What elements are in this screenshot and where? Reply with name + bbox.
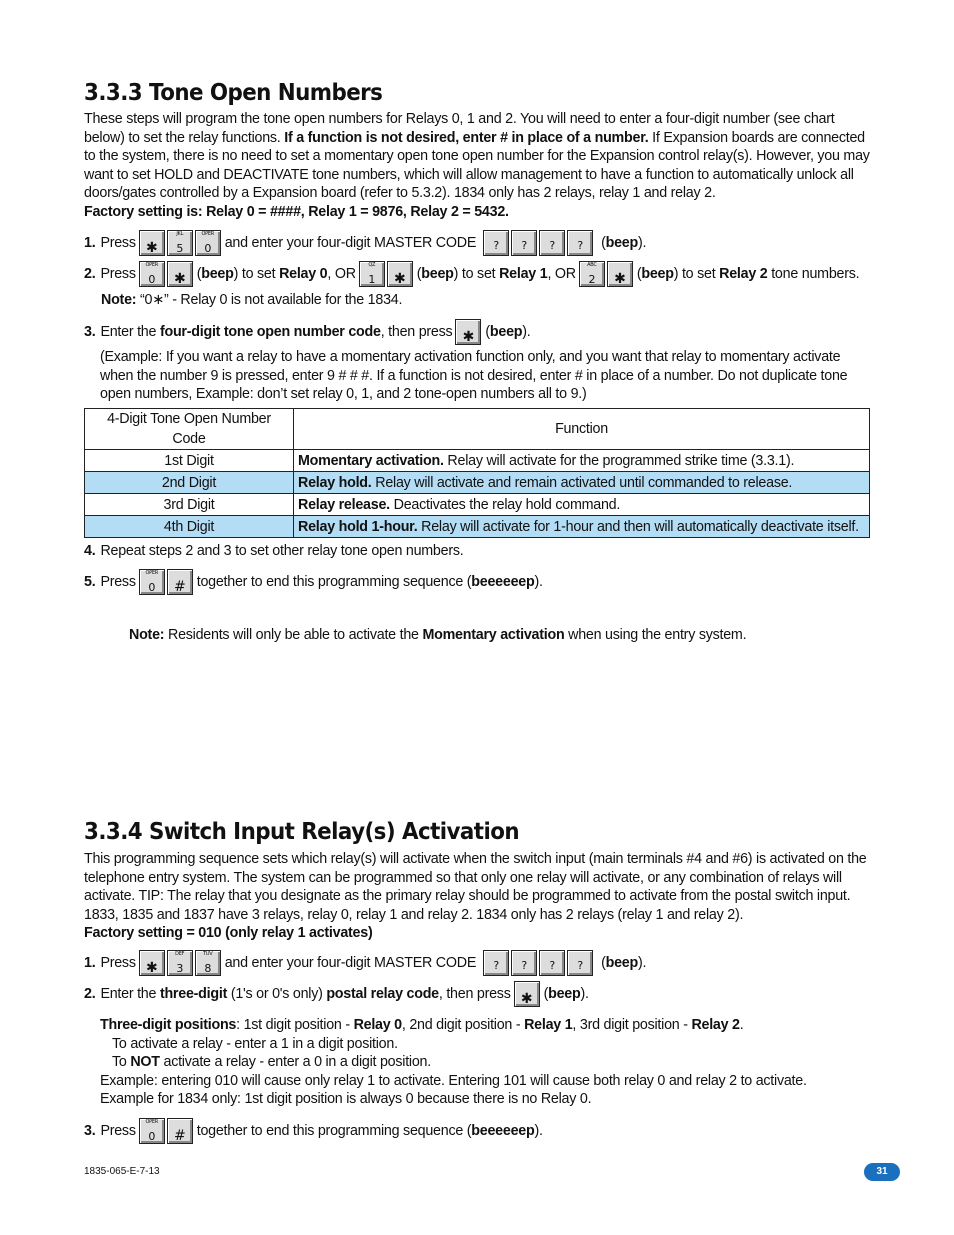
positions-block: Three-digit positions: 1st digit position - Relay 0, 2nd digit position - Relay 1, 3rd digit position - Relay 2. To activate a relay - enter a 1 in a digit position. To NOT activate a relay - enter a 0 in a digit position. Example: entering 010 will cause only relay 1 to activate. Entering 101 will cause both relay 0 and relay 2 to activate. Example for 1834 only: 1st digit position is always 0 because there is no Relay 0. — [100, 1017, 807, 1108]
key-1-icon: QZ 1 — [359, 261, 385, 287]
hash-key-icon: # — [167, 1118, 193, 1144]
step-number: 2. — [84, 266, 96, 282]
star-key-icon: ✱ — [139, 230, 165, 256]
any-key-icon: ? — [511, 950, 537, 976]
tone-code-table — [84, 408, 870, 538]
star-key-icon: ✱ — [167, 261, 193, 287]
any-key-icon: ? — [511, 230, 537, 256]
factory-setting-2: Factory setting = 010 (only relay 1 activates) — [84, 925, 373, 942]
step-number: 1. — [84, 235, 96, 251]
key-0-icon: OPER 0 — [139, 1118, 165, 1144]
step-1-b: 1. Press ✱ DEF 3 TUV 8 and enter your four-digit MASTER CODE ? ? ? ? (beep). — [84, 951, 647, 976]
key-0-icon: OPER 0 — [139, 261, 165, 287]
intro-bold: If a function is not desired, enter # in place of a number. — [284, 129, 649, 146]
intro-text-2: If Expansion boards are connected to the system, there is no need to set a momentary open tone open number for the Expansion control relay(s). However, you may want to set HOLD and DEACTIVATE tone numbers, which will allow management to have a function to automatically unlock all doors/gates controlled by a Expansion board (refer to 5.3.2). 1834 only has 2 relays, relay 1 and relay 2. — [84, 129, 870, 202]
intro-paragraph-2: This programming sequence sets which relay(s) will activate when the switch input (main terminals #4 and #6) is activated on the telephone entry system. The system can be programmed so that only one relay will activate, or any combination of relays will activate. TIP: The relay that you designate as the primary relay should be programmed to activate from the postal switch input. 1833, 1835 and 1837 have 3 relays, relay 0, relay 1 and relay 2. 1834 only has 2 relays (relay 1 and relay 2). Factory setting = 010 (only relay 1 activates) — [84, 851, 867, 942]
star-key-icon: ✱ — [387, 261, 413, 287]
hash-key-icon: # — [167, 569, 193, 595]
star-key-icon: ✱ — [514, 981, 540, 1007]
note-momentary: Note: Residents will only be able to activate the Momentary activation when using the entry system. — [129, 627, 747, 643]
table-row: 2nd Digit Relay hold. Relay will activate and remain activated until commanded to release. — [85, 472, 870, 494]
key-5-icon: JKL 5 — [167, 230, 193, 256]
step-4: 4. Repeat steps 2 and 3 to set other relay tone open numbers. — [84, 543, 464, 559]
step-2-b: 2. Enter the three-digit (1's or 0's only) postal relay code , then press ✱ (beep). — [84, 980, 589, 1008]
any-key-icon: ? — [567, 950, 593, 976]
table-row: 4th Digit Relay hold 1-hour. Relay will activate for 1-hour and then will automatically deactivate itself. — [85, 516, 870, 538]
any-key-icon: ? — [483, 230, 509, 256]
key-0-icon: OPER 0 — [139, 569, 165, 595]
step-1: 1. Press ✱ JKL 5 OPER 0 and enter your four-digit MASTER CODE ? ? ? ? (beep). — [84, 231, 647, 256]
press-text: Press — [100, 266, 136, 282]
step-2: 2. Press OPER 0 ✱ (beep) to set Relay 0, OR QZ 1 ✱ (beep) to set Relay 1, OR ABC 2 ✱ (beep) to set Relay 2 tone numbers. — [84, 262, 860, 287]
star-key-icon: ✱ — [607, 261, 633, 287]
star-key-icon: ✱ — [455, 319, 481, 345]
step-3-b: 3. Press OPER 0 # together to end this programming sequence ( beeeeeep ). — [84, 1119, 543, 1144]
step1-text: and enter your four-digit MASTER CODE — [224, 235, 477, 251]
key-8-icon: TUV 8 — [195, 950, 221, 976]
intro-text-1: These steps will program the tone open numbers for Relays 0, 1 and 2. You will need to enter a four-digit number (see chart below) to set the relay functions. — [84, 111, 835, 146]
section-title-switch-input: 3.3.4 Switch Input Relay(s) Activation — [84, 819, 520, 845]
section-title-tone-open: 3.3.3 Tone Open Numbers — [84, 80, 383, 106]
key-2-icon: ABC 2 — [579, 261, 605, 287]
any-key-icon: ? — [483, 950, 509, 976]
star-key-icon: ✱ — [139, 950, 165, 976]
key-0-icon: OPER 0 — [195, 230, 221, 256]
any-key-icon: ? — [539, 230, 565, 256]
example-paragraph: (Example: If you want a relay to have a momentary activation function only, and you want that relay to momentary activate when the number 9 is pressed, enter 9 # # #. If a function is not desired, enter # in place of a number. Do not duplicate tone open numbers, Example: don’t set relay 0, 1, and 2 tone-open numbers all to 9.) — [100, 349, 848, 403]
intro-paragraph — [84, 110, 874, 222]
document-number: 1835-065-E-7-13 — [84, 1166, 160, 1177]
table-row: 3rd Digit Relay release. Deactivates the relay hold command. — [85, 494, 870, 516]
page-number-badge: 31 — [864, 1163, 900, 1181]
beep-text: beep — [605, 235, 638, 251]
key-3-icon: DEF 3 — [167, 950, 193, 976]
factory-setting: Factory setting is: Relay 0 = ####, Relay 1 = 9876, Relay 2 = 5432. — [84, 203, 509, 220]
note-relay0: Note: “0∗” - Relay 0 is not available for the 1834. — [101, 292, 403, 308]
any-key-icon: ? — [539, 950, 565, 976]
step-3: 3. Enter the four-digit tone open number code , then press ✱ (beep). — [84, 318, 531, 346]
step-5: 5. Press OPER 0 # together to end this programming sequence ( beeeeeep ). — [84, 570, 543, 595]
table-row: 1st Digit Momentary activation. Relay will activate for the programmed strike time (3.3.1). — [85, 450, 870, 472]
any-key-icon: ? — [567, 230, 593, 256]
press-text: Press — [100, 235, 136, 251]
table-header: 4-Digit Tone Open Number Code Function — [85, 409, 870, 450]
